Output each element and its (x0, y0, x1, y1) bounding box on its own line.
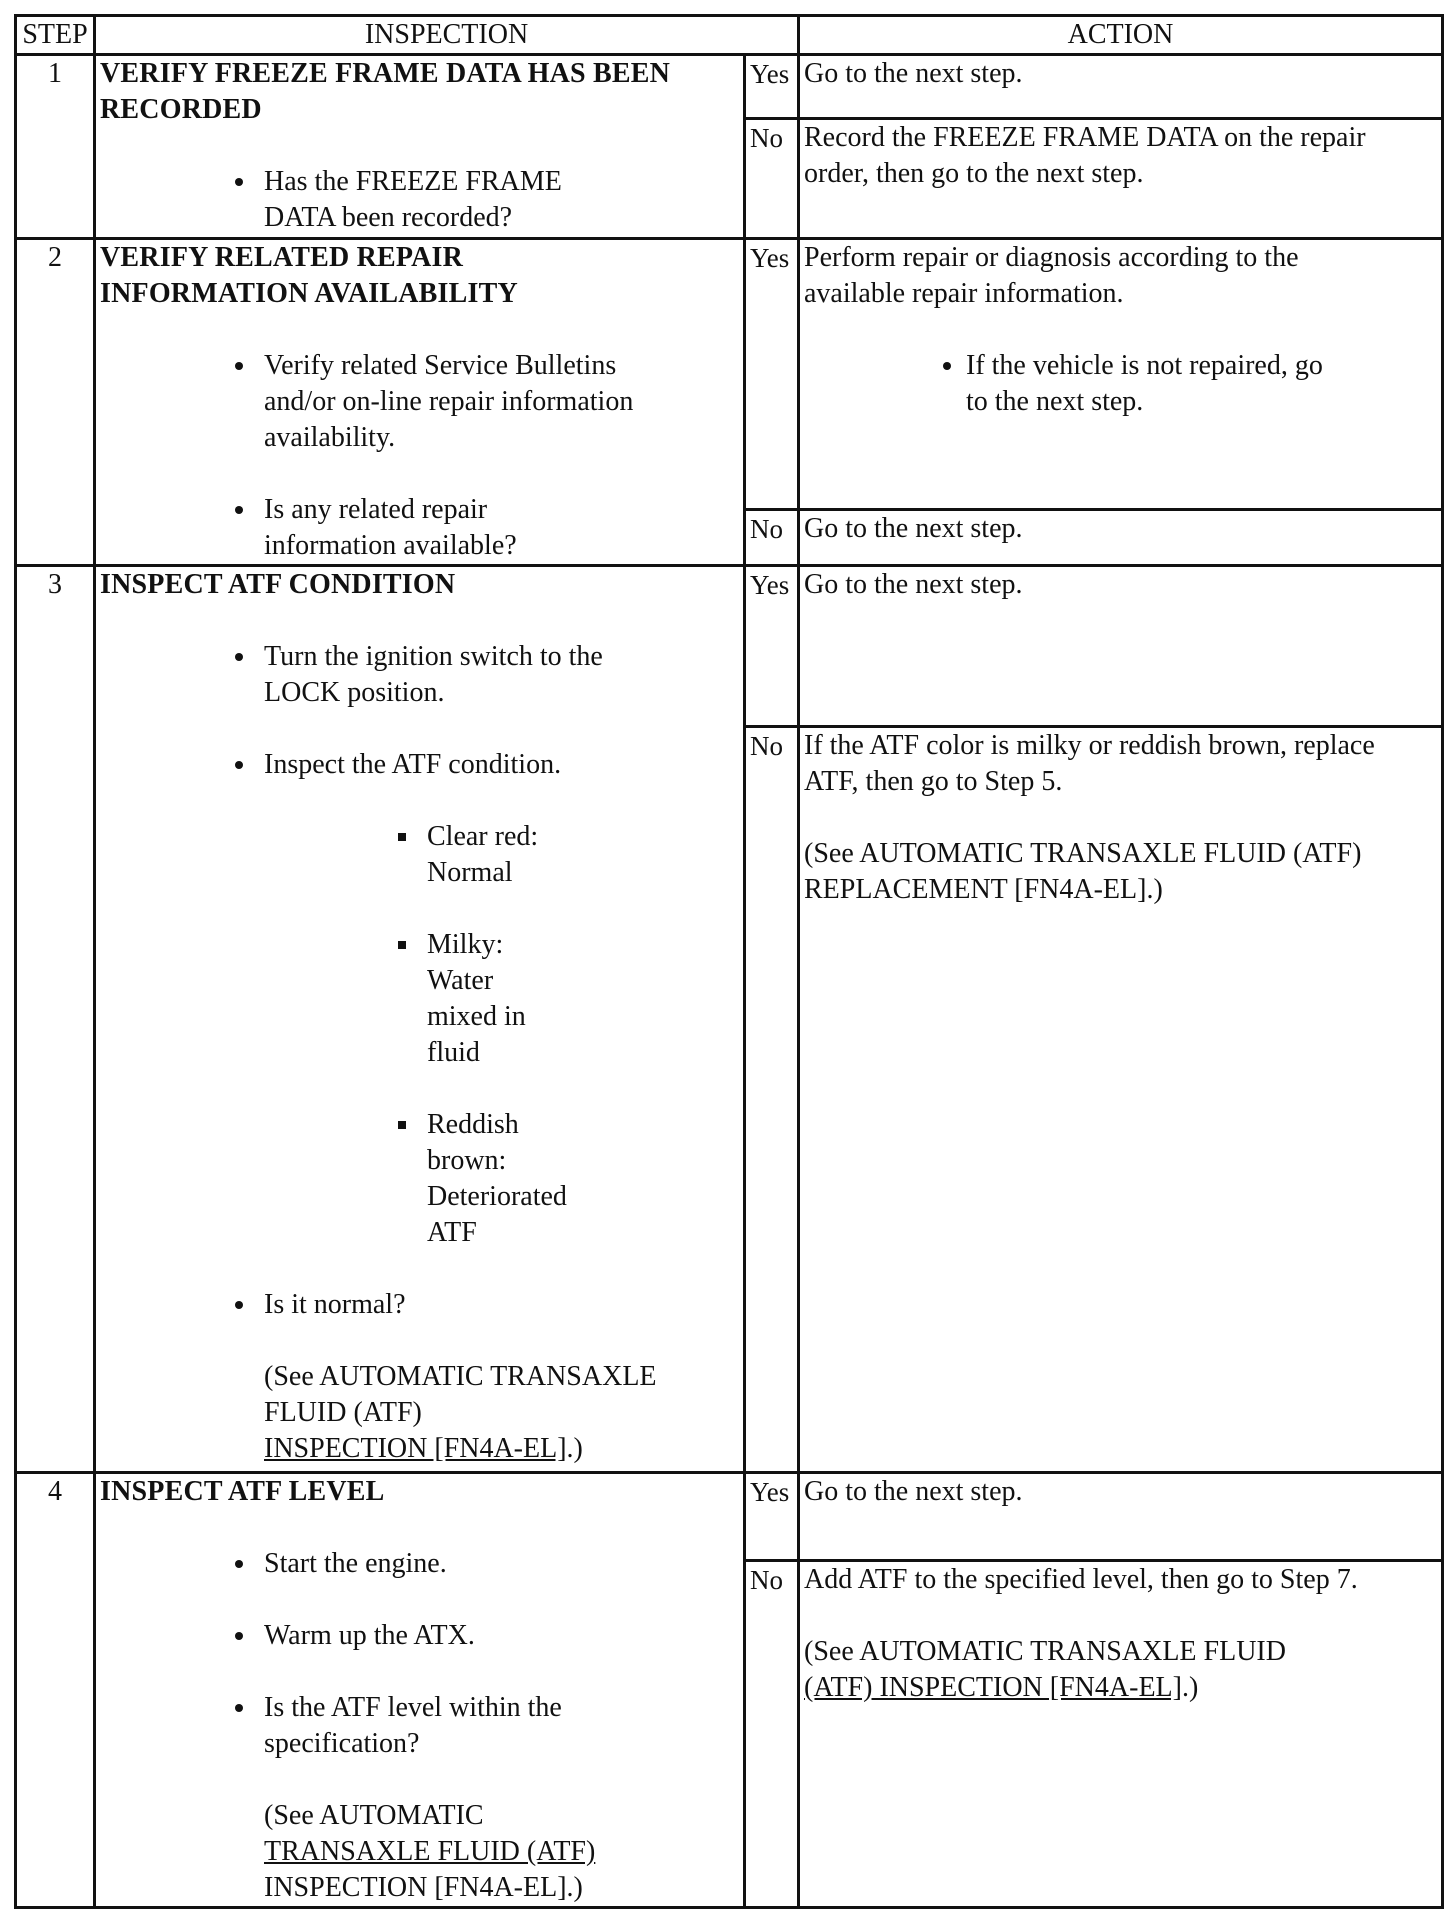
step3-question: Is it normal? (264, 1289, 406, 1320)
step3-see-reference (264, 1359, 664, 1467)
step1-inspection (95, 55, 745, 239)
step3-see-link[interactable]: INSPECTION [FN4A-EL] (264, 1433, 567, 1464)
step3-color-reddish-brown: ▪ Reddish brown: Deteriorated ATF (421, 1107, 567, 1251)
step3-no-see-reference (804, 836, 1404, 908)
step4-yes-action: Go to the next step. (799, 1473, 1443, 1561)
step4-see-text: (See AUTOMATIC (264, 1800, 484, 1831)
step3-inspection (95, 566, 745, 1473)
step3-question-item (258, 1287, 739, 1467)
step3-yes-row (16, 566, 1443, 727)
step4-bullet-warm: • Warm up the ATX. (258, 1618, 739, 1654)
step1-yes-row (16, 55, 1443, 119)
step4-see-link[interactable]: TRANSAXLE FLUID (ATF) (264, 1836, 596, 1867)
header-action: ACTION (799, 16, 1443, 55)
step1-number: 1 (16, 55, 95, 239)
step3-bullet-ignition: • Turn the ignition switch to the LOCK position. (258, 639, 659, 711)
step4-question-item (258, 1690, 739, 1906)
step3-yes-action: Go to the next step. (799, 566, 1443, 727)
diagnostic-table (14, 14, 1444, 1909)
step2-yes-text: Perform repair or diagnosis according to the available repair information. (804, 242, 1299, 309)
step2-bullet-verify: • Verify related Service Bulletins and/or on-line repair information availability. (258, 348, 659, 456)
step3-see-post: .) (566, 1433, 583, 1464)
step2-number: 2 (16, 239, 95, 566)
header-row (16, 16, 1443, 55)
header-inspection: INSPECTION (95, 16, 799, 55)
step3-color-milky: ▪ Milky: Water mixed in fluid (421, 927, 537, 1071)
step3-color-clear-red: ▪ Clear red: Normal (421, 819, 557, 891)
step3-bullet-inspect-text: Inspect the ATF condition. (264, 749, 562, 780)
step1-title: VERIFY FREEZE FRAME DATA HAS BEEN RECORDED (100, 58, 671, 125)
header-step: STEP (16, 16, 95, 55)
step3-no-see-post: .) (1146, 874, 1163, 905)
step4-question: • Is the ATF level within the specification? (264, 1692, 562, 1759)
step1-yes-action: Go to the next step. (799, 55, 1443, 119)
step3-no-text: If the ATF color is milky or reddish brown, replace ATF, then go to Step 5. (804, 730, 1375, 797)
step4-bullet-start: • Start the engine. (258, 1546, 739, 1582)
step2-title: VERIFY RELATED REPAIR INFORMATION AVAILABILITY (100, 242, 518, 309)
step3-no-action (799, 727, 1443, 1473)
step4-see-mid: INSPECTION [FN4A-EL] (264, 1872, 567, 1903)
step3-number: 3 (16, 566, 95, 1473)
step4-no-see-reference (804, 1634, 1437, 1706)
step4-number: 4 (16, 1473, 95, 1908)
step2-question: • Is any related repair information available? (258, 492, 564, 564)
step4-yes-row (16, 1473, 1443, 1561)
step3-see-text: (See AUTOMATIC TRANSAXLE FLUID (ATF) (264, 1361, 657, 1428)
step3-title: INSPECT ATF CONDITION (100, 569, 456, 600)
step4-yes-label: Yes (745, 1473, 799, 1561)
step3-bullet-inspect (258, 747, 739, 1251)
step2-no-label: No (745, 509, 799, 565)
step1-question: • Has the FREEZE FRAME DATA been recorded? (258, 164, 564, 236)
step1-no-label: No (745, 119, 799, 239)
step2-yes-row (16, 239, 1443, 510)
step3-no-see-text: (See AUTOMATIC TRANSAXLE FLUID (ATF) REPLACEMENT [FN4A-EL] (804, 838, 1362, 905)
step4-no-text: Add ATF to the specified level, then go to Step 7. (804, 1564, 1358, 1595)
step2-no-action: Go to the next step. (799, 509, 1443, 565)
step4-see-reference (264, 1798, 739, 1906)
step2-yes-label: Yes (745, 239, 799, 510)
step4-inspection (95, 1473, 745, 1908)
step4-no-see-post: .) (1181, 1672, 1199, 1703)
step1-no-action: Record the FREEZE FRAME DATA on the repair order, then go to the next step. (799, 119, 1443, 239)
step3-yes-label: Yes (745, 566, 799, 727)
step1-yes-label: Yes (745, 55, 799, 119)
step4-no-see-text: (See AUTOMATIC TRANSAXLE FLUID (804, 1636, 1286, 1667)
step4-see-post: .) (566, 1872, 583, 1903)
step2-yes-subbullet: • If the vehicle is not repaired, go to the next step. (966, 348, 1346, 420)
step3-no-label: No (745, 727, 799, 1473)
step4-no-action (799, 1561, 1443, 1908)
step2-yes-action (799, 239, 1443, 510)
step4-no-see-link[interactable]: (ATF) INSPECTION [FN4A-EL] (804, 1672, 1182, 1703)
step4-title: INSPECT ATF LEVEL (100, 1476, 385, 1507)
step4-no-label: No (745, 1561, 799, 1908)
step2-inspection (95, 239, 745, 566)
